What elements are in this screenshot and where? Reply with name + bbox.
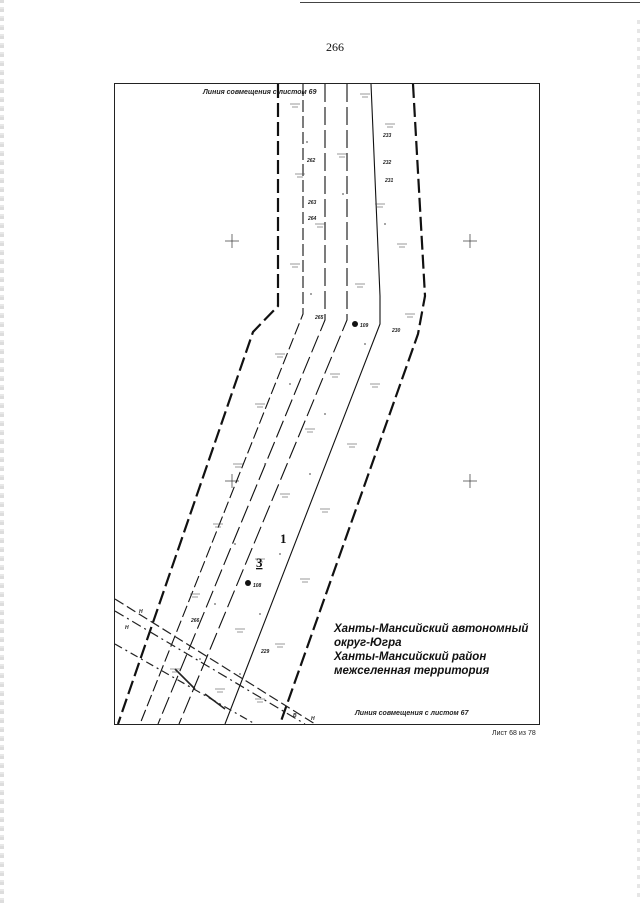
region-line: межселенная территория [334,665,490,677]
boundary-inner-1 [158,84,325,724]
point-label: 231 [385,178,394,184]
line-marker: Н [311,716,315,722]
scan-edge-left [0,0,4,905]
map-frame [114,83,540,725]
survey-dots [199,141,386,675]
point-label: 266 [191,618,200,624]
top-match-line-label: Линия совмещения с листом 69 [203,89,317,96]
point-label: 262 [307,158,316,164]
point-label: 109 [360,323,369,329]
survey-points [245,321,358,586]
marsh-symbols [170,94,415,702]
point-label: 263 [308,200,317,206]
line-marker: Н [139,609,143,615]
point-label: 230 [392,328,401,334]
region-label [334,622,534,678]
point-label: 229 [261,649,270,655]
region-line: Ханты-Мансийский район [334,651,487,663]
point-108 [245,580,251,586]
scan-top-line [300,2,640,3]
crossing-lines [115,599,315,724]
point-label: 233 [383,133,392,139]
bottom-match-line-label: Линия совмещения с листом 67 [355,710,469,717]
point-109 [352,321,358,327]
region-line: Ханты-Мансийский автономный [334,623,529,635]
section-label-3: 3 [256,555,263,570]
line-marker: Н [125,625,129,631]
line-marker: В [293,713,297,719]
point-label: 108 [253,583,262,589]
sheet-number: Лист 68 из 78 [492,730,536,737]
point-labels [190,133,401,655]
page-number: 266 [326,40,344,54]
point-label: 264 [308,216,317,222]
registration-crosses [225,234,477,488]
point-label: 232 [383,160,392,166]
section-label-1: 1 [280,531,287,546]
point-label: 265 [315,315,324,321]
region-line: округ-Югра [334,637,402,649]
